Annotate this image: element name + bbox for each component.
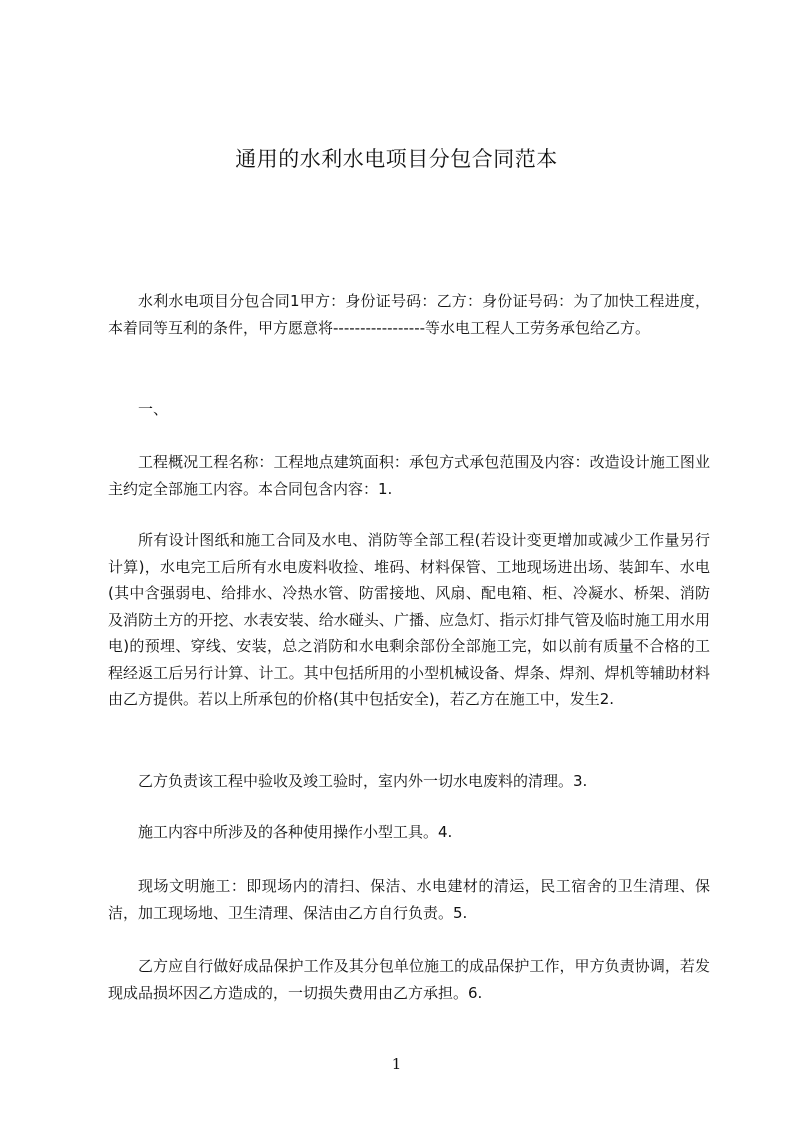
document-title: 通用的水利水电项目分包合同范本 — [235, 147, 558, 171]
paragraph-site-civilized: 现场文明施工：即现场内的清扫、保洁、水电建材的清运，民工宿舍的卫生清理、保洁，加工现场地、卫生清理、保洁由乙方自行负责。5. — [108, 877, 710, 922]
page-number: 1 — [391, 1055, 402, 1073]
paragraph-acceptance-cleanup: 乙方负责该工程中验收及竣工验时，室内外一切水电废料的清理。3. — [138, 772, 588, 790]
paragraph-intro: 水利水电项目分包合同1甲方：身份证号码：乙方：身份证号码：为了加快工程进度，本着同等互利的条件，甲方愿意将-----------------等水电工程人工劳务承包给乙方。 — [108, 292, 710, 337]
paragraph-scope: 所有设计图纸和施工合同及水电、消防等全部工程(若设计变更增加或减少工作量另行计算)，水电完工后所有水电废料收捡、堆码、材料保管、工地现场进出场、装卸车、水电(其中含强弱电、给排水、冷热水管、防雷接地、风扇、配电箱、柜、冷凝水、桥架、消防及消防土方的开挖、水表安装、给水碰头、广播、应急灯、指示灯排气管及临时施工用水用电)的预埋、穿线、安装，总之消防和水电剩余部份全部施工完，如以前有质量不合格的工程经返工后另行计算、计工。其中包括所用的小型机械设备、焊条、焊剂、焊机等辅助材料由乙方提供。若以上所承包的价格(其中包括安全)，若乙方在施工中，发生2. — [108, 531, 710, 708]
paragraph-tools: 施工内容中所涉及的各种使用操作小型工具。4. — [138, 823, 453, 841]
paragraph-section-one: 一、 — [138, 400, 169, 418]
paragraph-product-protection: 乙方应自行做好成品保护工作及其分包单位施工的成品保护工作，甲方负责协调，若发现成品损坏因乙方造成的，一切损失费用由乙方承担。6. — [108, 957, 710, 1002]
paragraph-project-overview: 工程概况工程名称：工程地点建筑面积：承包方式承包范围及内容：改造设计施工图业主约定全部施工内容。本合同包含内容：1. — [108, 453, 710, 498]
